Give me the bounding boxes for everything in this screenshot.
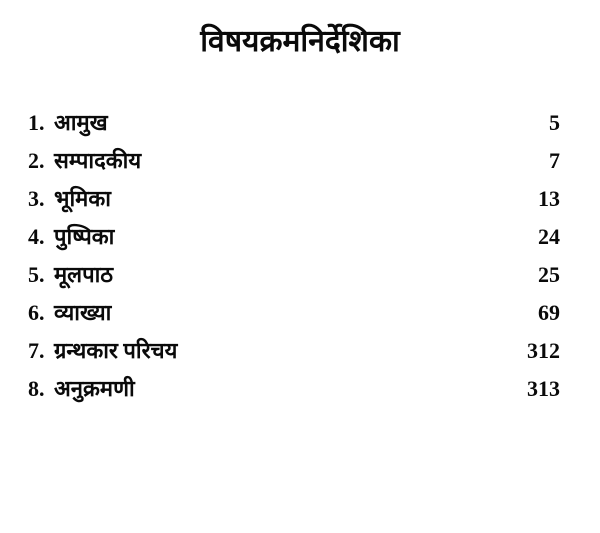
toc-entry-page: 24 bbox=[538, 224, 560, 249]
document-page bbox=[0, 24, 600, 533]
list-item[interactable] bbox=[0, 188, 600, 226]
toc-entry-label: मूलपाठ bbox=[54, 262, 114, 287]
toc-entry-number: 3. bbox=[28, 186, 45, 211]
list-item[interactable] bbox=[0, 112, 600, 150]
toc-entry-number: 1. bbox=[28, 110, 45, 135]
toc-entry-label: सम्पादकीय bbox=[54, 148, 142, 173]
toc-entry-page: 25 bbox=[538, 262, 560, 287]
list-item[interactable] bbox=[0, 340, 600, 378]
table-of-contents bbox=[0, 112, 600, 416]
list-item[interactable] bbox=[0, 302, 600, 340]
toc-entry-page: 7 bbox=[549, 148, 560, 173]
toc-entry-label: व्याख्या bbox=[54, 300, 112, 325]
toc-entry-label: ग्रन्थकार परिचय bbox=[54, 338, 178, 363]
toc-entry-number: 4. bbox=[28, 224, 45, 249]
toc-entry-number: 7. bbox=[28, 338, 45, 363]
list-item[interactable] bbox=[0, 150, 600, 188]
toc-entry-number: 2. bbox=[28, 148, 45, 173]
list-item[interactable] bbox=[0, 226, 600, 264]
toc-entry-number: 6. bbox=[28, 300, 45, 325]
toc-entry-page: 5 bbox=[549, 110, 560, 135]
list-item[interactable] bbox=[0, 378, 600, 416]
toc-entry-number: 5. bbox=[28, 262, 45, 287]
toc-entry-label: आमुख bbox=[54, 110, 108, 135]
page-title: विषयक्रमनिर्देशिका bbox=[200, 25, 400, 58]
toc-entry-label: पुष्पिका bbox=[54, 224, 115, 249]
toc-entry-page: 312 bbox=[527, 338, 560, 363]
toc-entry-page: 13 bbox=[538, 186, 560, 211]
toc-entry-label: भूमिका bbox=[54, 186, 111, 211]
toc-entry-label: अनुक्रमणी bbox=[54, 376, 135, 401]
toc-entry-number: 8. bbox=[28, 376, 45, 401]
list-item[interactable] bbox=[0, 264, 600, 302]
toc-entry-page: 69 bbox=[538, 300, 560, 325]
toc-entry-page: 313 bbox=[527, 376, 560, 401]
